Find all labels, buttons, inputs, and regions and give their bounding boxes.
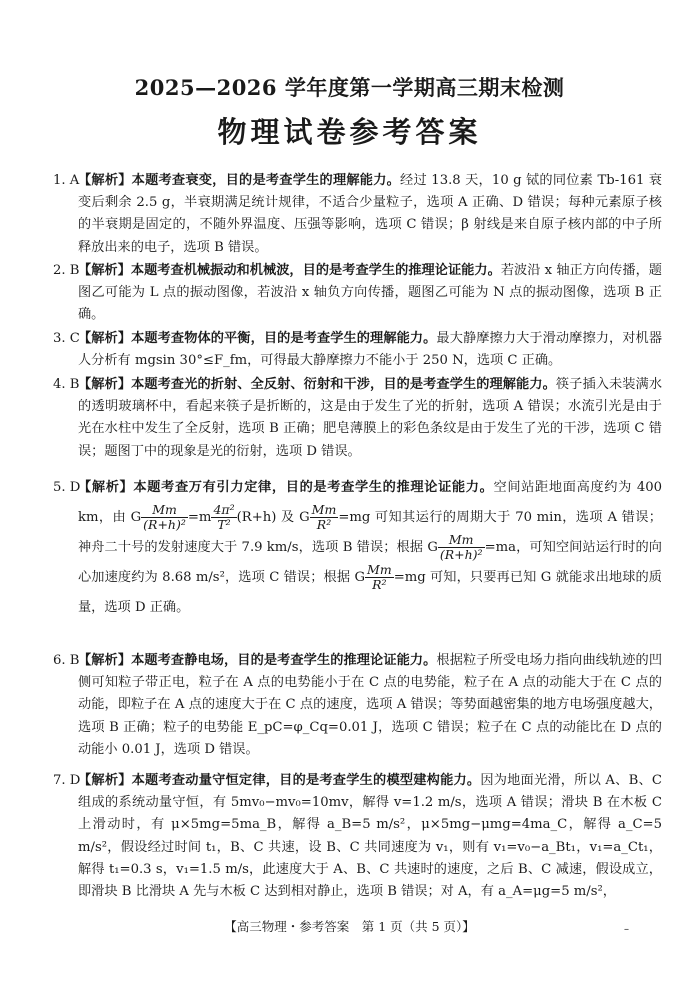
answer-4 — [53, 374, 663, 463]
answer-number: 5. D — [53, 480, 81, 495]
answer-analysis: 【解析】本题考查万有引力定律，目的是考查学生的推理论证能力。 — [78, 480, 494, 495]
answer-text: =mg 可知，只要再已知 G 就能求出地球的质量，选项 D 正确。 — [78, 570, 662, 615]
answer-analysis: 【解析】本题考查机械振动和机械波，目的是考查学生的推理论证能力。 — [78, 263, 501, 278]
answer-number: 2. B — [53, 263, 80, 278]
answer-text: =m — [187, 510, 212, 525]
answer-text: (R+h) 及 G — [236, 510, 310, 525]
answer-5 — [53, 473, 662, 623]
answer-number: 3. C — [53, 331, 80, 346]
formula-fraction: $\frac{Mm}{\text{(R+h)²}}$ — [143, 502, 186, 532]
answer-number: 1. A — [53, 173, 80, 188]
page-footer: 【高三物理・参考答案 第 1 页（共 5 页）】 — [224, 919, 475, 934]
answer-text: 筷子插入未装满水的透明玻璃杯中，看起来筷子是折断的，这是由于发生了光的折射，选项 A 错误；水流引光是由于光在水柱中发生了全反射，选项 B 正确；肥皂薄膜上的彩色条纹是由于发生了光的干涉，选项 C 错误；题图丁中的现象是光的衍射，选项 D 错误。 — [78, 377, 663, 459]
answer-text: =ma，可知空间站运行时的向心加速度约为 8.68 m/s²，选项 C 错误；根据 G — [78, 540, 662, 585]
answer-text: 根据粒子所受电场力指向曲线轨迹的凹侧可知粒子带正电，粒子在 A 点的电势能小于在 C 点的电势能，粒子在 A 点的动能大于在 C 点的动能，即粒子在 A 点的速度大于在 C 点的速度，选项 A 错误；等势面越密集的地方电场强度越大，选项 B 正确；粒子的电势能 E_pC=φ_Cq=0.01 J，选项 C 错误；粒子在 C 点的动能比在 D 点的动能小 0.01 J，选项 D 错误。 — [78, 653, 663, 757]
answer-1 — [53, 170, 662, 259]
answer-analysis: 【解析】本题考查光的折射、全反射、衍射和干涉，目的是考查学生的理解能力。 — [78, 377, 556, 392]
answer-7 — [53, 770, 662, 903]
formula-fraction: $\frac{Mm}{\text{(R+h)²}}$ — [439, 532, 483, 562]
answer-number: 4. B — [53, 377, 80, 392]
formula-fraction: $\frac{\text{4π²}}{\text{T²}}$ — [213, 502, 235, 532]
answer-analysis: 【解析】本题考查物体的平衡，目的是考查学生的理解能力。 — [78, 331, 437, 346]
answer-analysis: 【解析】本题考查衰变，目的是考查学生的理解能力。 — [78, 173, 401, 188]
formula-fraction: $\frac{Mm}{\text{R²}}$ — [367, 562, 392, 592]
answer-text: =mg 可知其运行的周期大于 70 min，选项 A 错误；神舟二十号的发射速度大于 7.9 km/s，选项 B 错误；根据 G — [78, 510, 662, 555]
answer-number: 7. D — [53, 773, 81, 788]
answer-analysis: 【解析】本题考查动量守恒定律，目的是考查学生的模型建构能力。 — [78, 773, 481, 788]
answer-analysis: 【解析】本题考查静电场，目的是考查学生的推理论证能力。 — [78, 653, 437, 668]
answer-text: 若波沿 x 轴正方向传播，题图乙可能为 L 点的振动图像，若波沿 x 轴负方向传播，题图乙可能为 N 点的振动图像，选项 B 正确。 — [78, 263, 662, 323]
answer-3 — [53, 328, 663, 372]
page-subtitle: 物理试卷参考答案 — [217, 115, 482, 149]
page-title: 2025—2026 学年度第一学期高三期末检测 — [134, 75, 565, 100]
answer-text: 经过 13.8 天，10 g 铽的同位素 Tb-161 衰变后剩余 2.5 g，半衰期满足统计规律，不适合少量粒子，选项 A 正确、D 错误；每种元素原子核的半衰期是固定的，不随外界温度、压强等影响，选项 C 错误；β 射线是来自原子核内部的中子所释放出来的电子，选项 B 错误。 — [78, 173, 662, 255]
answer-text: 因为地面光滑，所以 A、B、C 组成的系统动量守恒，有 5mv₀−mv₀=10mv，解得 v=1.2 m/s，选项 A 错误；滑块 B 在木板 C 上滑动时，有 μ×5mg=5ma_B，解得 a_B=5 m/s²，μ×5mg−μmg=4ma_C，解得 a_C=5 m/s²，假设经过时间 t₁，B、C 共速，设 B、C 共同速度为 v₁，则有 v₁=v₀−a_Bt₁，v₁=a_Ct₁，解得 t₁=0.3 s，v₁=1.5 m/s，此速度大于 A、B、C 共速时的速度，之后 B、C 减速，假设成立，即滑块 B 比滑块 A 先与木板 C 达到相对静止，选项 B 错误；对 A，有 a_A=μg=5 m/s²， — [78, 773, 662, 900]
answer-number: 6. B — [53, 653, 80, 668]
corner-mark: – — [624, 924, 629, 935]
formula-fraction: $\frac{Mm}{\text{R²}}$ — [311, 502, 337, 532]
answer-text: 空间站距地面高度约为 400 km，由 G — [78, 480, 662, 525]
answer-6 — [53, 650, 663, 761]
answer-2 — [53, 260, 662, 327]
answer-text: 最大静摩擦力大于滑动摩擦力，对机器人分析有 mgsin 30°≤F_fm，可得最大静摩擦力不能小于 250 N，选项 C 正确。 — [78, 331, 663, 369]
